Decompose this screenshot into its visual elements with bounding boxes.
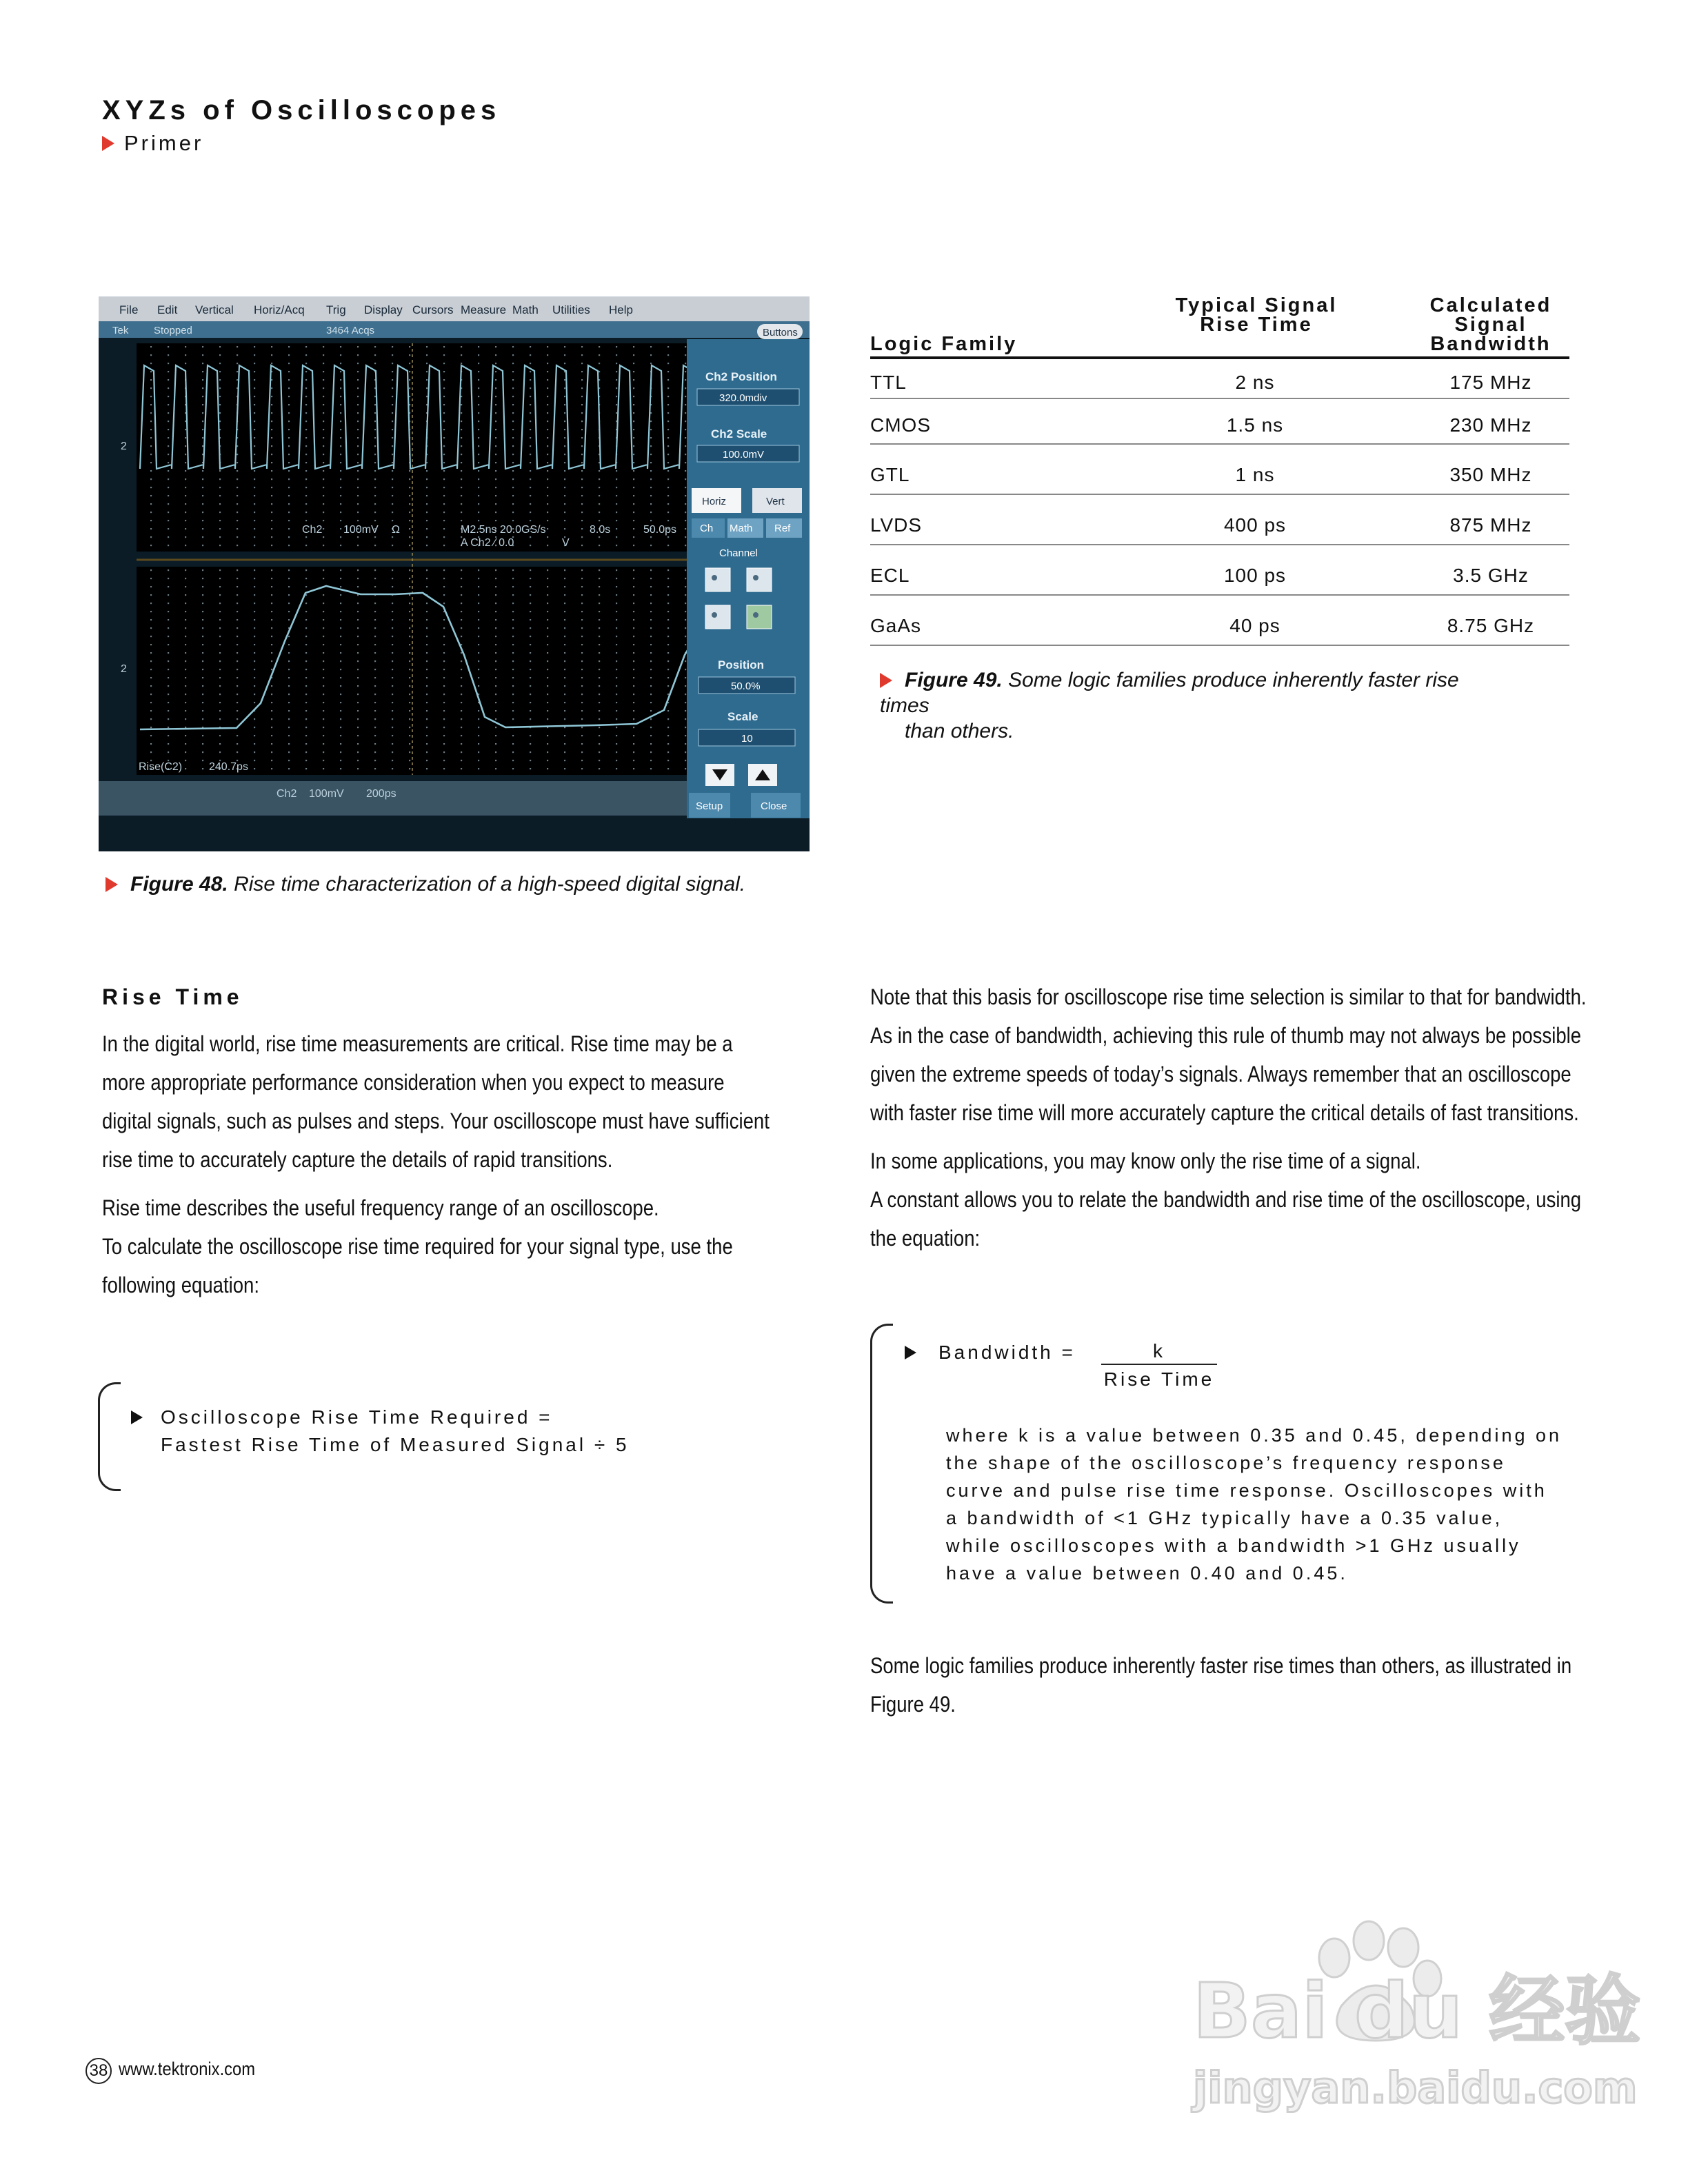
- section-heading: Rise Time: [102, 984, 243, 1009]
- header-bw-line-2: Signal: [1454, 314, 1527, 336]
- subtitle-text: Primer: [124, 131, 204, 155]
- ch2-position-label: Ch2 Position: [705, 370, 777, 383]
- menu-item-file[interactable]: File: [119, 303, 139, 316]
- lower-readout-ps: 200ps: [366, 788, 396, 800]
- menu-item-cursors[interactable]: Cursors: [412, 303, 454, 316]
- table-row: [870, 495, 1569, 545]
- right-paragraph-2-line-1: In some applications, you may know only the rise time of a signal.: [870, 1149, 1421, 1173]
- cell-family: LVDS: [870, 514, 923, 536]
- lower-readout-volts: 100mV: [309, 788, 344, 800]
- left-paragraph-2-line-2: To calculate the oscilloscope rise time required for your signal type, use the following equation:: [102, 1234, 733, 1297]
- equation-2-numerator: k: [1101, 1340, 1217, 1365]
- upper-readout-ch: Ch2: [302, 524, 323, 536]
- cell-family: CMOS: [870, 414, 931, 436]
- left-column-text: [102, 1024, 778, 1314]
- upper-readout-ohm: Ω: [392, 524, 400, 536]
- header-bw-line-3: Bandwidth: [1430, 333, 1551, 355]
- channel-4-button[interactable]: [747, 605, 772, 629]
- menu-item-math[interactable]: Math: [512, 303, 539, 316]
- status-tek: Tek: [112, 325, 129, 336]
- upper-readout-timebase: M2.5ns 20.0GS/s: [461, 524, 546, 536]
- menu-item-trig[interactable]: Trig: [326, 303, 346, 316]
- oscilloscope-screenshot: [99, 296, 810, 851]
- upper-marker: 2: [121, 441, 127, 452]
- logic-family-table: [870, 293, 1569, 646]
- ref-tab-label: Ref: [774, 523, 791, 534]
- bandwidth-equation: [905, 1342, 1076, 1364]
- right-paragraph-2-line-2: A constant allows you to relate the bandwidth and rise time of the oscilloscope, using the equation:: [870, 1187, 1582, 1251]
- cell-family: GTL: [870, 464, 910, 485]
- cell-bandwidth: 875 MHz: [1449, 514, 1532, 536]
- cell-rise: 40 ps: [1229, 615, 1280, 636]
- document-subtitle: [102, 131, 203, 156]
- equation-2-note: where k is a value between 0.35 and 0.45, depending on the shape of the oscilloscope’s frequency response curve and pulse rise time response. Oscilloscopes with a bandwidth of <1 GHz typically have a 0.35 value, while oscilloscopes with a bandwidth >1 GHz usually have a value between 0.40 and 0.45.: [946, 1425, 1563, 1584]
- rise-time-equation: [131, 1404, 630, 1459]
- menu-item-help[interactable]: Help: [609, 303, 633, 316]
- menu-item-horizacq[interactable]: Horiz/Acq: [254, 303, 305, 316]
- header-rise-line-1: Typical Signal: [1175, 294, 1338, 316]
- menu-item-display[interactable]: Display: [364, 303, 403, 316]
- figure-48-caption: [106, 873, 745, 896]
- figure-49-caption: [880, 667, 1500, 744]
- ch2-scale-label: Ch2 Scale: [711, 427, 767, 441]
- menu-item-edit[interactable]: Edit: [157, 303, 178, 316]
- cell-family: ECL: [870, 565, 910, 586]
- document-title: XYZs of Oscilloscopes: [102, 95, 501, 125]
- table-row: [870, 596, 1569, 646]
- figure-48-label: Figure 48.: [130, 873, 228, 896]
- vert-button-label: Vert: [766, 496, 785, 507]
- closing-paragraph: Some logic families produce inherently faster rise times than others, as illustrated in Figure 49.: [870, 1653, 1572, 1717]
- math-tab-label: Math: [730, 523, 753, 534]
- equation-1-bracket: [98, 1382, 121, 1491]
- black-arrow-icon: [131, 1410, 143, 1424]
- watermark-url: jingyan.baidu.com: [1193, 2063, 1638, 2113]
- figure-49-text-line-1: Some logic families produce inherently faster rise times: [880, 669, 1459, 717]
- table-header-row: [870, 293, 1569, 359]
- equation-1-line-1: Oscilloscope Rise Time Required =: [161, 1406, 553, 1428]
- cell-rise: 2 ns: [1235, 372, 1275, 393]
- left-paragraph-1: In the digital world, rise time measurements are critical. Rise time may be a more appropriate performance consideration when you expect to measure digital signals, such as pulses and steps. Your oscilloscope must have sufficient rise time to accurately capture the details of rapid transitions.: [102, 1031, 770, 1172]
- channel-3-button[interactable]: [705, 605, 730, 629]
- scale-value: 10: [741, 733, 753, 745]
- equation-2-denominator: Rise Time: [1103, 1368, 1215, 1390]
- ch2-position-value: 320.0mdiv: [719, 392, 767, 404]
- cell-bandwidth: 8.75 GHz: [1447, 615, 1535, 636]
- header-bandwidth: [1380, 296, 1601, 354]
- figure-48-text: Rise time characterization of a high-speed digital signal.: [234, 873, 746, 896]
- position-value: 50.0%: [731, 680, 761, 692]
- header-logic-family: Logic Family: [870, 333, 1018, 355]
- status-acqs: 3464 Acqs: [326, 325, 375, 336]
- baidu-watermark-logo: [1193, 1910, 1641, 2137]
- header-rise-time: [1146, 296, 1367, 334]
- upper-readout-ps: 50.0ps: [643, 524, 677, 536]
- horiz-button-label: Horiz: [702, 496, 727, 507]
- watermark-brand: Bai du 经验: [1193, 1967, 1641, 2055]
- ch2-scale-value: 100.0mV: [723, 449, 765, 461]
- footer-url[interactable]: www.tektronix.com: [119, 2059, 256, 2079]
- menu-item-measure[interactable]: Measure: [461, 303, 507, 316]
- lower-marker: 2: [121, 663, 127, 675]
- close-button-label: Close: [761, 800, 787, 812]
- right-paragraph-1: Note that this basis for oscilloscope rise time selection is similar to that for bandwidth. As in the case of bandwidth, achieving this rule of thumb may not always be possible given the extreme speeds of today’s signals. Always remember that an oscilloscope with faster rise time will more accurately capture the critical details of fast transitions.: [870, 984, 1587, 1125]
- buttons-toggle-label: Buttons: [763, 327, 798, 338]
- cell-rise: 400 ps: [1223, 514, 1287, 536]
- table-row: [870, 545, 1569, 596]
- menu-item-vertical[interactable]: Vertical: [195, 303, 234, 316]
- status-state: Stopped: [154, 325, 192, 336]
- header-rise-line-2: Rise Time: [1200, 314, 1313, 336]
- ch-tab-label: Ch: [700, 523, 714, 534]
- channel-label: Channel: [719, 547, 758, 559]
- left-paragraph-2-line-1: Rise time describes the useful frequency range of an oscilloscope.: [102, 1195, 659, 1220]
- right-column-text: [870, 978, 1605, 1267]
- position-label: Position: [718, 658, 765, 671]
- cell-family: TTL: [870, 372, 907, 393]
- table-row: [870, 445, 1569, 495]
- channel-1-button[interactable]: [705, 568, 730, 592]
- cell-rise: 1 ns: [1235, 464, 1275, 485]
- channel-2-button[interactable]: [747, 568, 772, 592]
- cell-rise: 100 ps: [1223, 565, 1287, 586]
- cell-bandwidth: 350 MHz: [1449, 464, 1532, 485]
- cell-bandwidth: 175 MHz: [1449, 372, 1532, 393]
- table-row: [870, 399, 1569, 445]
- cell-family: GaAs: [870, 615, 922, 636]
- status-bar: [99, 321, 810, 338]
- cell-bandwidth: 230 MHz: [1449, 414, 1532, 436]
- cell-rise: 1.5 ns: [1226, 414, 1284, 436]
- upper-readout-rate: 8.0s: [590, 524, 611, 536]
- red-arrow-icon: [880, 673, 892, 688]
- upper-readout-v: V: [562, 537, 570, 549]
- upper-readout-trigger: A Ch2 ∕ 0.0: [461, 537, 514, 549]
- setup-button-label: Setup: [696, 800, 723, 812]
- cell-bandwidth: 3.5 GHz: [1453, 565, 1529, 586]
- black-arrow-icon: [905, 1346, 916, 1359]
- red-arrow-icon: [106, 877, 118, 892]
- equation-1-line-2: Fastest Rise Time of Measured Signal ÷ 5: [161, 1434, 630, 1455]
- lower-readout-ch: Ch2: [277, 788, 297, 800]
- figure-49-text-line-2: than others.: [905, 720, 1014, 742]
- header-bw-line-1: Calculated: [1429, 294, 1552, 316]
- equation-2-lhs: Bandwidth =: [938, 1342, 1076, 1363]
- scale-label: Scale: [727, 710, 758, 723]
- rise-readout-label: Rise(C2): [139, 761, 183, 773]
- figure-49-label: Figure 49.: [905, 669, 1003, 691]
- red-arrow-icon: [102, 136, 114, 151]
- table-row: [870, 359, 1569, 399]
- rise-readout-value: 240.7ps: [209, 761, 248, 773]
- upper-readout-volts: 100mV: [343, 524, 379, 536]
- equation-2-bracket: [870, 1324, 893, 1604]
- menu-item-utilities[interactable]: Utilities: [552, 303, 590, 316]
- page-number: 38: [86, 2058, 112, 2084]
